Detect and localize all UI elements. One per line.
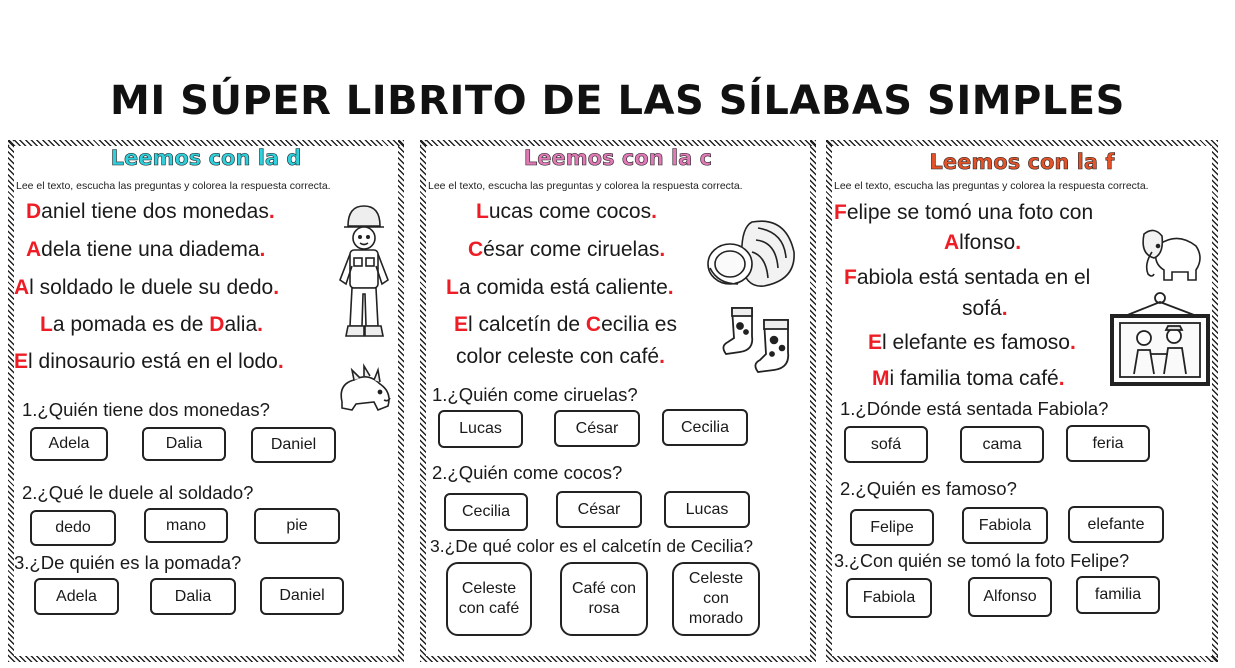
answer-option[interactable]: César	[556, 491, 642, 528]
question-text: 3.¿De qué color es el calcetín de Cecilia?	[430, 536, 753, 556]
answer-option[interactable]: Adela	[30, 427, 108, 461]
instruction-text: Lee el texto, escucha las preguntas y colorea la respuesta correcta.	[834, 180, 1149, 192]
answer-option[interactable]: Cecilia	[444, 493, 528, 531]
answer-option[interactable]: Adela	[34, 578, 119, 615]
instruction-text: Lee el texto, escucha las preguntas y colorea la respuesta correcta.	[428, 180, 743, 192]
answer-option[interactable]: Celeste con morado	[672, 562, 760, 636]
answer-option[interactable]: Lucas	[664, 491, 750, 528]
instruction-text: Lee el texto, escucha las preguntas y colorea la respuesta correcta.	[16, 180, 331, 192]
answer-option[interactable]: César	[554, 410, 640, 447]
worksheet-card-d	[8, 140, 404, 662]
answer-option[interactable]: Fabiola	[962, 507, 1048, 544]
reading-line: Adela tiene una diadema.	[26, 238, 266, 261]
elephant-icon	[1138, 224, 1208, 284]
socks-icon	[718, 302, 804, 376]
reading-line: Mi familia toma café.	[872, 367, 1065, 390]
answer-option[interactable]: Café con rosa	[560, 562, 648, 636]
answer-option[interactable]: elefante	[1068, 506, 1164, 543]
answer-option[interactable]: pie	[254, 508, 340, 544]
question-text: 1.¿Dónde está sentada Fabiola?	[840, 398, 1109, 419]
framed-photo-icon	[1110, 290, 1212, 388]
reading-line: César come ciruelas.	[468, 238, 666, 261]
reading-line: El dinosaurio está en el lodo.	[14, 350, 284, 373]
soldier-icon	[336, 202, 392, 347]
page-title: MI SÚPER LIBRITO DE LAS SÍLABAS SIMPLES	[110, 78, 1125, 124]
reading-line: sofá.	[962, 297, 1008, 320]
answer-option[interactable]: feria	[1066, 425, 1150, 462]
answer-option[interactable]: sofá	[844, 426, 928, 463]
reading-line: Al soldado le duele su dedo.	[14, 276, 280, 299]
answer-option[interactable]: Celeste con café	[446, 562, 532, 636]
reading-line: color celeste con café.	[456, 345, 665, 368]
answer-option[interactable]: Daniel	[251, 427, 336, 463]
question-text: 1.¿Quién come ciruelas?	[432, 384, 638, 405]
worksheet-card-f	[826, 140, 1218, 662]
worksheet-card-c	[420, 140, 816, 662]
reading-line: La pomada es de Dalia.	[40, 313, 263, 336]
reading-line: Daniel tiene dos monedas.	[26, 200, 275, 223]
card-heading: Leemos con la f	[929, 150, 1115, 174]
reading-line: Felipe se tomó una foto con	[834, 201, 1094, 224]
answer-option[interactable]: Cecilia	[662, 409, 748, 446]
coconut-icon	[704, 212, 800, 292]
reading-line: El calcetín de Cecilia es	[454, 313, 677, 336]
question-text: 2.¿Qué le duele al soldado?	[22, 482, 254, 503]
reading-line: El elefante es famoso.	[868, 331, 1076, 354]
answer-option[interactable]: Lucas	[438, 410, 523, 448]
reading-line: Lucas come cocos.	[476, 200, 657, 223]
answer-option[interactable]: Fabiola	[846, 578, 932, 618]
reading-line: La comida está caliente.	[446, 276, 674, 299]
question-text: 3.¿De quién es la pomada?	[14, 552, 242, 573]
dinosaur-icon	[334, 362, 398, 414]
question-text: 3.¿Con quién se tomó la foto Felipe?	[834, 551, 1130, 571]
card-heading: Leemos con la d	[110, 146, 302, 170]
answer-option[interactable]: Felipe	[850, 509, 934, 546]
answer-option[interactable]: mano	[144, 508, 228, 543]
answer-option[interactable]: Dalia	[142, 427, 226, 461]
card-heading: Leemos con la c	[523, 146, 713, 170]
reading-line: Alfonso.	[944, 231, 1022, 254]
question-text: 2.¿Quién come cocos?	[432, 462, 623, 483]
answer-option[interactable]: dedo	[30, 510, 116, 546]
answer-option[interactable]: Dalia	[150, 578, 236, 615]
reading-line: Fabiola está sentada en el	[844, 266, 1091, 289]
answer-option[interactable]: cama	[960, 426, 1044, 463]
question-text: 1.¿Quién tiene dos monedas?	[22, 399, 270, 420]
answer-option[interactable]: Daniel	[260, 577, 344, 615]
answer-option[interactable]: familia	[1076, 576, 1160, 614]
answer-option[interactable]: Alfonso	[968, 577, 1052, 617]
question-text: 2.¿Quién es famoso?	[840, 478, 1017, 499]
